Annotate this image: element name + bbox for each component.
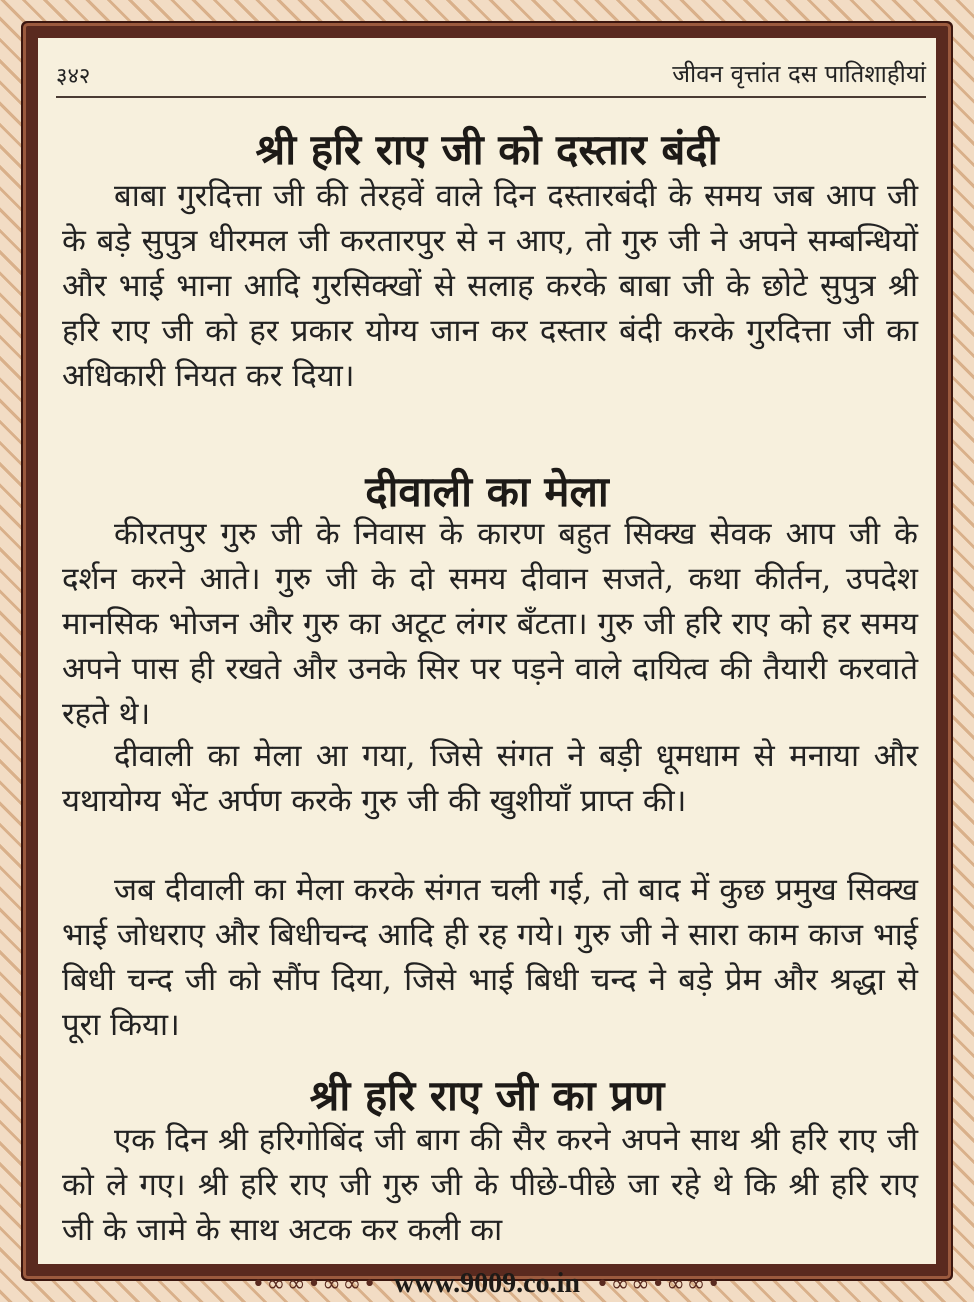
- section-title: श्री हरि राए जी को दस्तार बंदी: [255, 125, 719, 174]
- paragraph: एक दिन श्री हरिगोबिंद जी बाग की सैर करने अपने साथ श्री हरि राए जी को ले गए। श्री हरि राए जी गुरु जी के पीछे-पीछे जा रहे थे कि श्री हरि राए जी के जामे के साथ अटक कर कली का: [62, 1122, 918, 1248]
- ornament-right: •∞∞•∞∞•: [595, 1271, 723, 1297]
- paragraph: कीरतपुर गुरु जी के निवास के कारण बहुत सिक्ख सेवक आप जी के दर्शन करने आते। गुरु जी के दो समय दीवान सजते, कथा कीर्तन, उपदेश मानसिक भोजन और गुरु का अटूट लंगर बँटता। गुरु जी हरि राए को हर समय अपने पास ही रखते और उनके सिर पर पड़ने वाले दायित्व की तैयारी करवाते रहते थे।: [62, 516, 918, 732]
- running-title: जीवन वृत्तांत दस पातिशाहीयां: [672, 60, 926, 88]
- ornament-left: •∞∞•∞∞•: [251, 1271, 379, 1297]
- page-number: ३४२: [56, 64, 91, 89]
- paragraph: बाबा गुरदित्ता जी की तेरहवें वाले दिन दस्तारबंदी के समय जब आप जी के बड़े सुपुत्र धीरमल जी करतारपुर से न आए, तो गुरु जी ने अपने सम्बन्धियों और भाई भाना आदि गुरसिक्खों से सलाह करके बाबा जी के छोटे सुपुत्र श्री हरि राए जी को हर प्रकार योग्य जान कर दस्तार बंदी करके गुरदित्ता जी का अधिकारी नियत कर दिया।: [62, 178, 918, 394]
- book-page: [38, 38, 936, 1264]
- page-header: [56, 50, 926, 98]
- section-title: श्री हरि राए जी का प्रण: [309, 1071, 665, 1120]
- page-footer: [0, 1266, 974, 1302]
- section-title: दीवाली का मेला: [365, 467, 609, 516]
- paragraph: जब दीवाली का मेला करके संगत चली गई, तो बाद में कुछ प्रमुख सिक्ख भाई जोधराए और बिधीचन्द आदि ही रह गये। गुरु जी ने सारा काम काज भाई बिधी चन्द जी को सौंप दिया, जिसे भाई बिधी चन्द ने बड़े प्रेम और श्रद्धा से पूरा किया।: [62, 872, 918, 1043]
- paragraph: दीवाली का मेला आ गया, जिसे संगत ने बड़ी धूमधाम से मनाया और यथायोग्य भेंट अर्पण करके गुरु जी की खुशीयाँ प्राप्त की।: [62, 738, 918, 819]
- website-link[interactable]: www.9009.co.in: [394, 1268, 580, 1299]
